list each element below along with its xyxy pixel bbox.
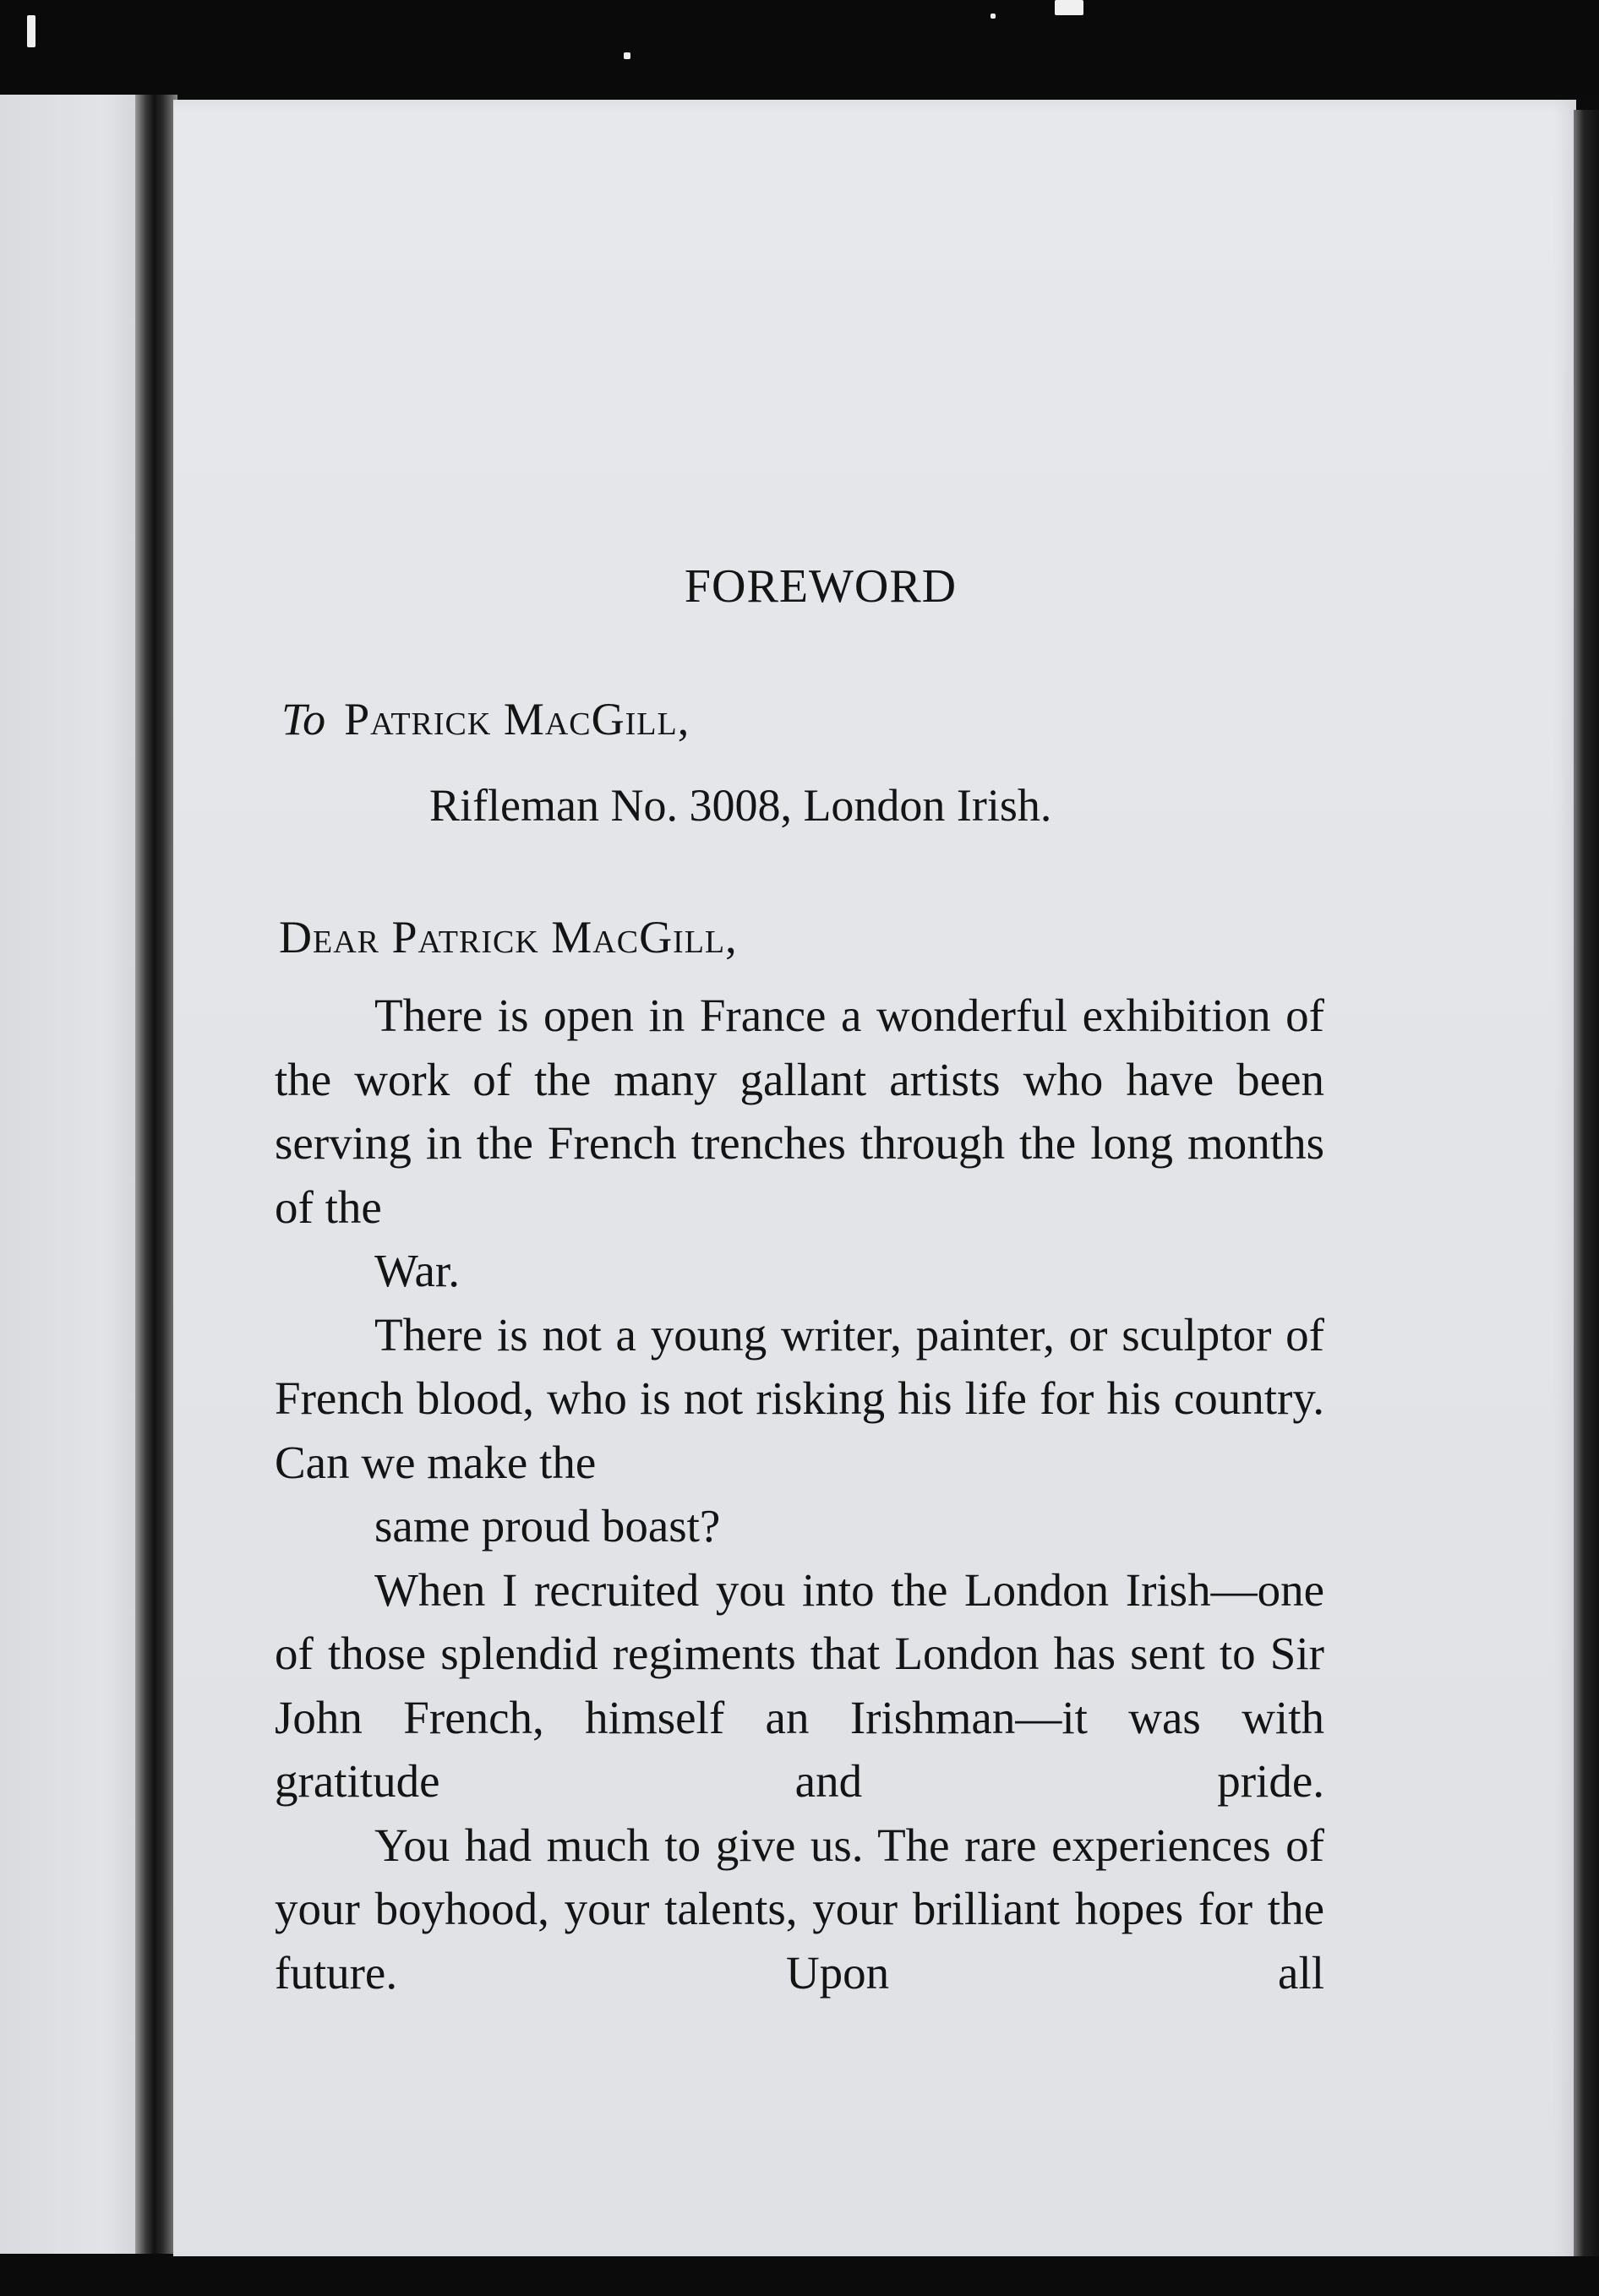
book-gutter-shadow xyxy=(135,95,177,2254)
paragraph-text: You had much to give us. The rare experiences of your boyhood, your talents, your brilliant hopes for the future. Upon all xyxy=(275,1819,1324,1999)
paragraph-tail: War. xyxy=(374,1245,460,1296)
scan-speck xyxy=(1055,0,1083,15)
page-heading: FOREWORD xyxy=(684,560,958,613)
paragraph-text: There is not a young writer, painter, or sculptor of French blood, who is not risking his life for his country. Can we make the xyxy=(275,1308,1324,1488)
paragraph xyxy=(275,1813,1324,2005)
scan-bottom-border xyxy=(0,2256,1599,2296)
addressee-line xyxy=(281,693,690,745)
page-right-edge xyxy=(1574,110,1599,2273)
paragraph xyxy=(275,1558,1324,1813)
paragraph xyxy=(275,984,1324,1303)
paragraph-text: When I recruited you into the London Irish—one of those splendid regiments that London has sent to Sir John French, himself an Irishman—it was with gratitude and pride. xyxy=(275,1563,1324,1807)
scan-top-border xyxy=(0,0,1599,93)
scan-speck xyxy=(27,15,35,47)
addressee-rank: Rifleman No. 3008, London Irish. xyxy=(429,780,1052,831)
paragraph-text: There is open in France a wonderful exhibition of the work of the many gallant artists who have been serving in the French trenches through the long months of the xyxy=(275,990,1324,1233)
facing-page-edge xyxy=(0,95,148,2254)
addressee-name: Patrick MacGill, xyxy=(344,694,690,744)
scan-speck xyxy=(991,14,996,19)
paragraph-tail: same proud boast? xyxy=(374,1500,721,1552)
scan-speck xyxy=(624,52,630,59)
addressee-prefix: To xyxy=(281,694,326,744)
salutation: Dear Patrick MacGill, xyxy=(279,912,738,963)
paragraph xyxy=(275,1303,1324,1558)
letter-body xyxy=(275,984,1324,2004)
